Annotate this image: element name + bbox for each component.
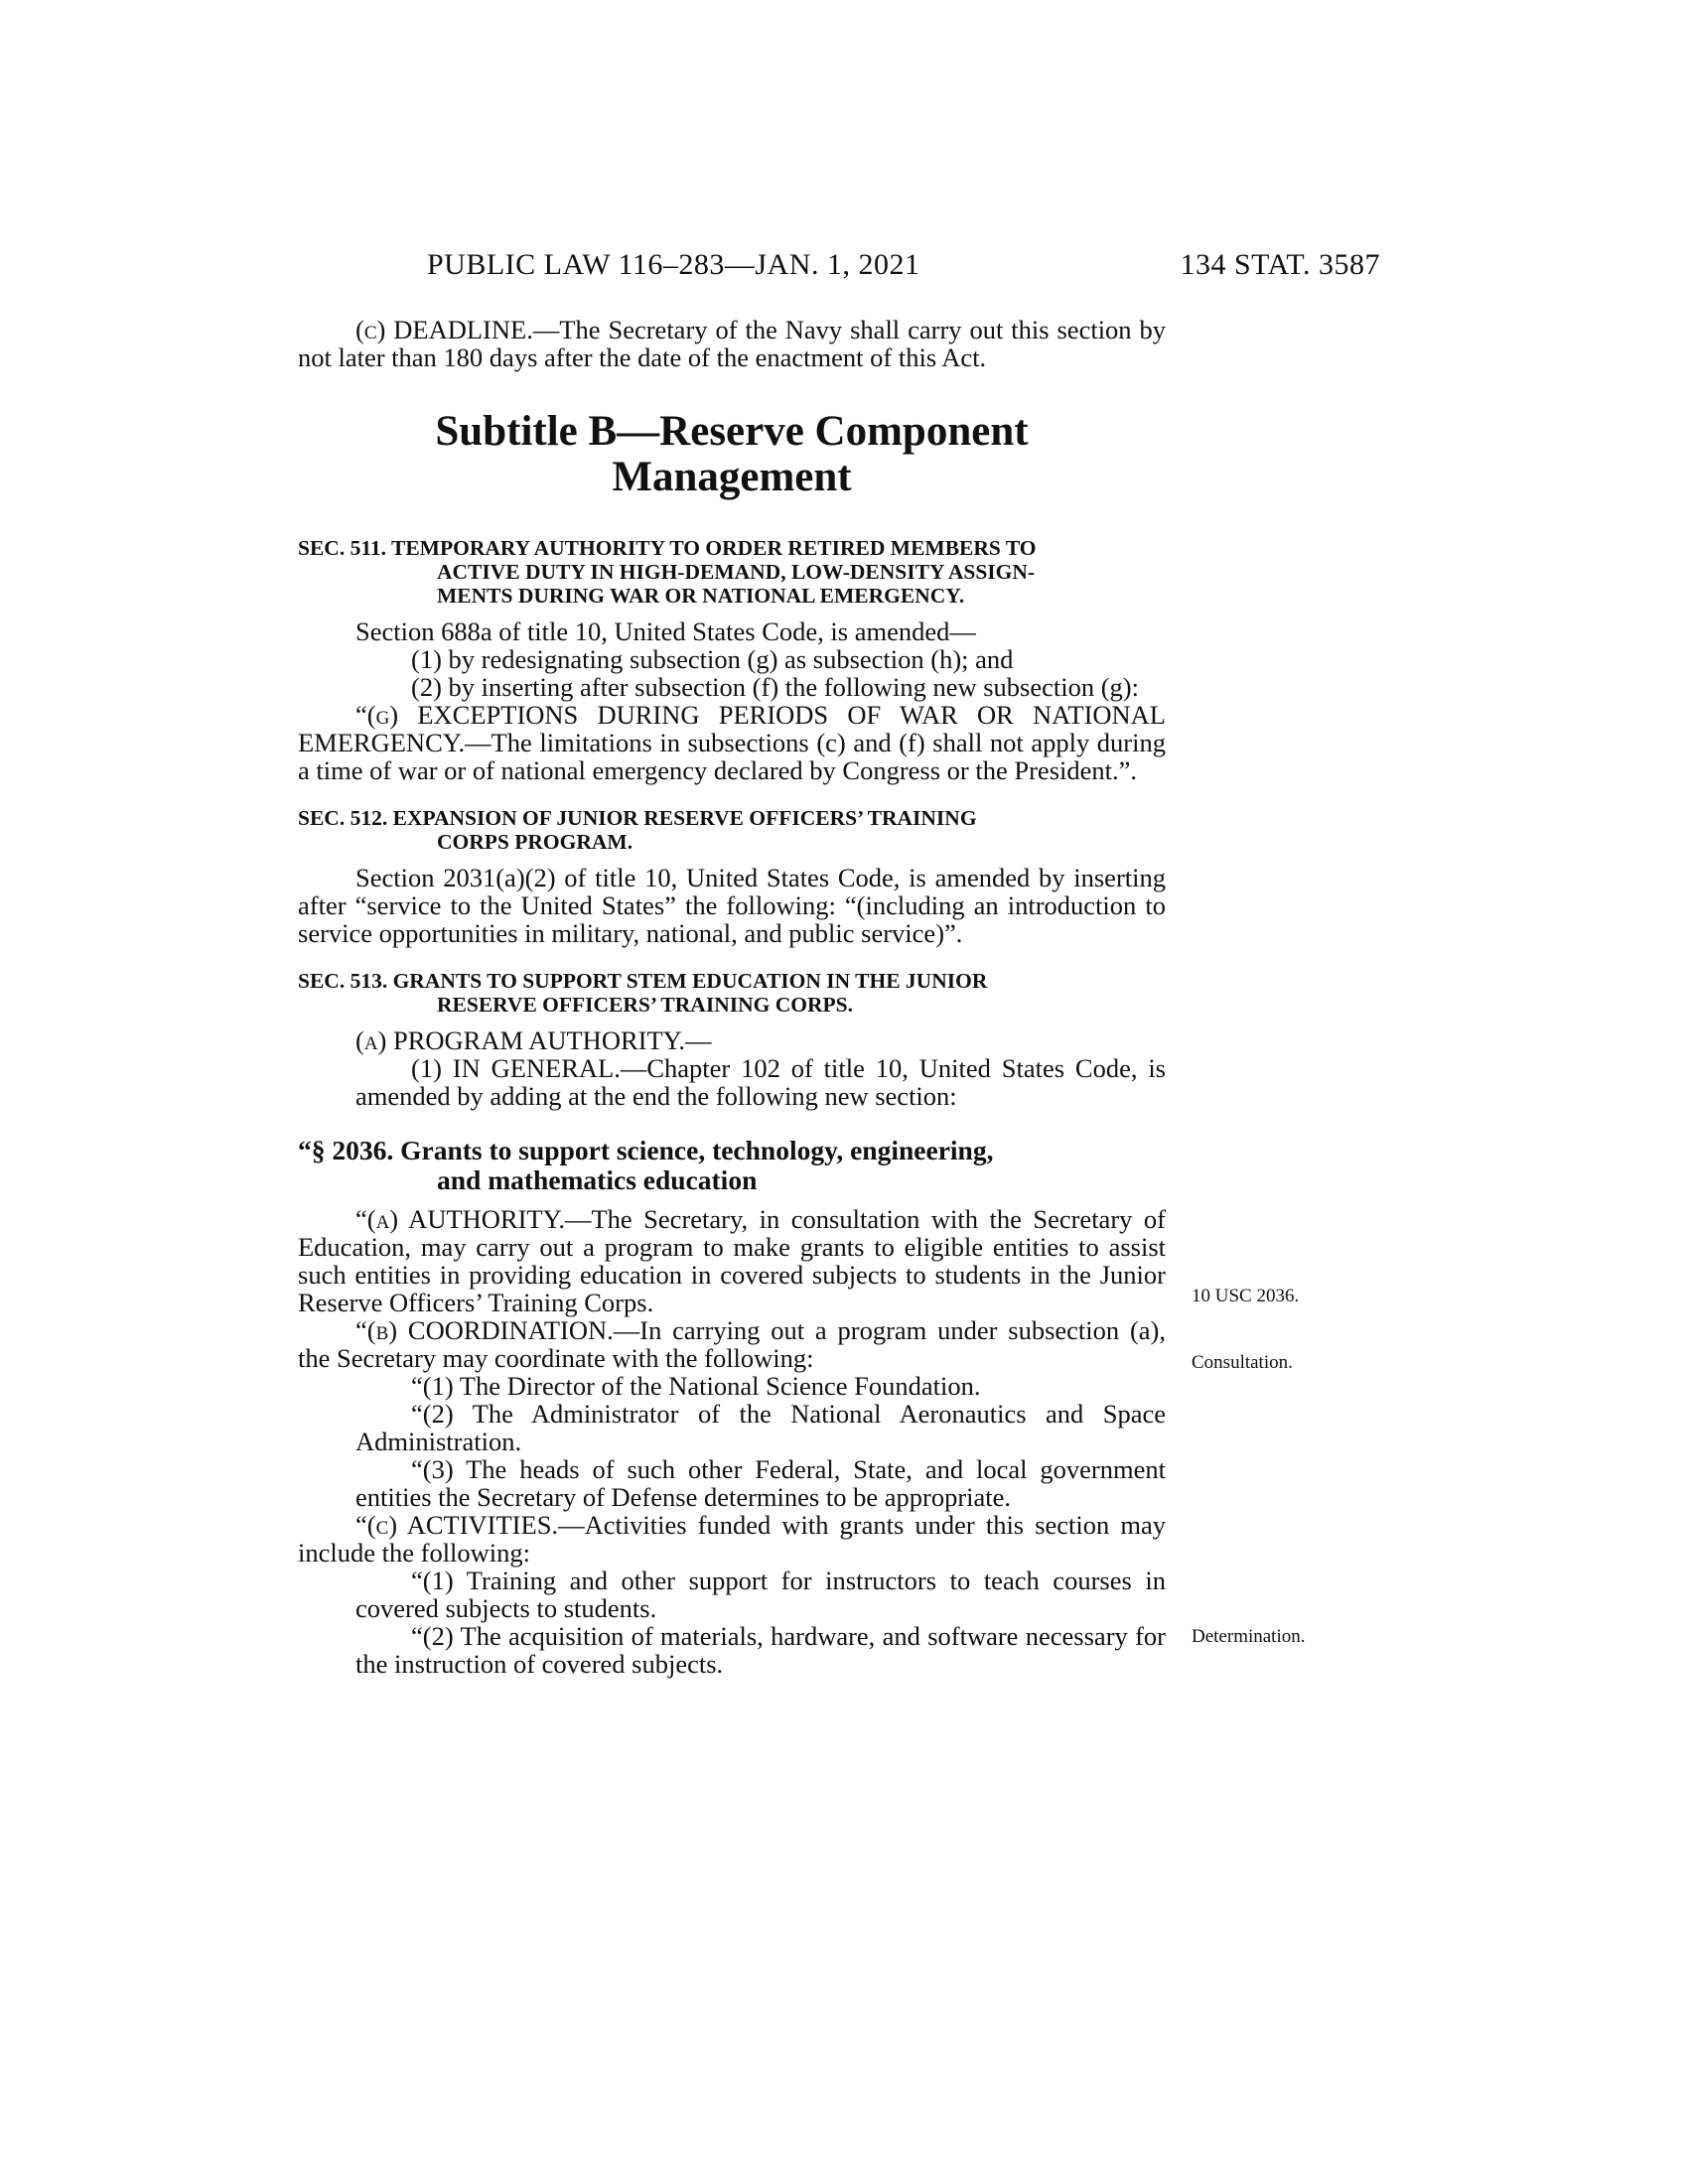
margin-note-determination: Determination. [1192,1626,1306,1647]
sec-511-line-2: ACTIVE DUTY IN HIGH-DEMAND, LOW-DENSITY ASSIGN- [437,560,1036,584]
margin-note-consultation: Consultation. [1192,1352,1293,1373]
deadline-paragraph [298,316,1166,371]
sec-511-line-1: SEC. 511. TEMPORARY AUTHORITY TO ORDER RETIRED MEMBERS TO [298,536,1037,560]
sec-513-line-1: SEC. 513. GRANTS TO SUPPORT STEM EDUCATION IN THE JUNIOR [298,969,988,993]
section-2036-a [298,1205,1166,1316]
section-2036-b3: “(3) The heads of such other Federal, State, and local government entities the Secretary of Defense determines to be appropriate. [355,1454,1166,1512]
sec-511-quote-text: —The limitations in subsections (c) and (f) shall not apply during a time of war or of national emergency declared by Congress or the President.”. [298,728,1166,785]
sec-513-a1-label: (1) IN GENERAL. [411,1053,621,1083]
stat-page-number: 134 STAT. 3587 [1180,248,1380,281]
section-2036-b1: “(1) The Director of the National Science Foundation. [411,1371,981,1401]
sec-511-line-3: MENTS DURING WAR OR NATIONAL EMERGENCY. [437,584,965,608]
sec-513-a1-text: —Chapter 102 of title 10, United States Code, is amended by adding at the end the following new section: [355,1053,1166,1111]
deadline-text: —The Secretary of the Navy shall carry out this section by not later than 180 days after the date of the enactment of this Act. [298,315,1166,372]
section-2036-b2: “(2) The Administrator of the National Aeronautics and Space Administration. [355,1399,1166,1456]
section-2036-c [298,1511,1166,1567]
page-header [298,248,1380,288]
section-2036-a-text: —The Secretary, in consultation with the Secretary of Education, may carry out a program to make grants to eligible entities to assist such entities in providing education in covered subjects to students in the Junior Reserve Officers’ Training Corps. [298,1204,1166,1317]
margin-note-usc: 10 USC 2036. [1192,1286,1300,1306]
sec-512-line-2: CORPS PROGRAM. [437,830,633,854]
section-2036-c-text: —Activities funded with grants under this section may include the following: [298,1510,1166,1568]
sec-513-a1 [355,1054,1166,1110]
section-2036-line-2: and mathematics education [437,1164,758,1195]
sec-511-heading [298,536,1166,608]
section-2036-c-label: “(c) ACTIVITIES. [355,1510,559,1540]
sec-511-item-1: (1) by redesignating subsection (g) as subsection (h); and [411,644,1014,674]
sec-511-new-subsection [298,701,1166,784]
section-2036-a-label: “(a) AUTHORITY. [355,1204,565,1234]
sec-512-heading [298,806,1166,854]
sec-511-quote-label: “(g) EXCEPTIONS DURING PERIODS OF WAR OR NATIONAL EMERGENCY. [298,700,1166,757]
sec-513-a-label: (a) PROGRAM AUTHORITY.— [355,1025,712,1055]
sec-511-intro: Section 688a of title 10, United States Code, is amended— [355,616,976,646]
subtitle-line-2: Management [612,454,852,500]
section-2036-c2: “(2) The acquisition of materials, hardware, and software necessary for the instruction of covered subjects. [355,1621,1166,1679]
section-2036-b-label: “(b) COORDINATION. [355,1315,614,1345]
section-2036-heading [298,1136,1166,1195]
sec-513-heading [298,969,1166,1017]
document-body [298,316,1166,1678]
sec-512-text: Section 2031(a)(2) of title 10, United States Code, is amended by inserting after “service to the United States” the following: “(including an introduction to service opportunities in military, national, and public service)”. [298,863,1166,948]
subtitle-heading [298,409,1166,500]
running-title: PUBLIC LAW 116–283—JAN. 1, 2021 [427,248,920,281]
section-2036-c1: “(1) Training and other support for instructors to teach courses in covered subjects to students. [355,1566,1166,1623]
section-2036-b-text: —In carrying out a program under subsection (a), the Secretary may coordinate with the following: [298,1315,1166,1373]
sec-513-line-2: RESERVE OFFICERS’ TRAINING CORPS. [437,993,853,1017]
deadline-label: (c) DEADLINE. [355,315,533,344]
section-2036-b [298,1316,1166,1372]
sec-511-item-2 [355,673,1166,701]
sec-512-line-1: SEC. 512. EXPANSION OF JUNIOR RESERVE OFFICERS’ TRAINING [298,806,977,830]
section-2036-line-1: “§ 2036. Grants to support science, technology, engineering, [298,1135,994,1165]
subtitle-line-1: Subtitle B—Reserve Component [435,408,1029,455]
sec-511-item-2-text: (2) by inserting after subsection (f) the following new subsection (g): [411,672,1139,702]
